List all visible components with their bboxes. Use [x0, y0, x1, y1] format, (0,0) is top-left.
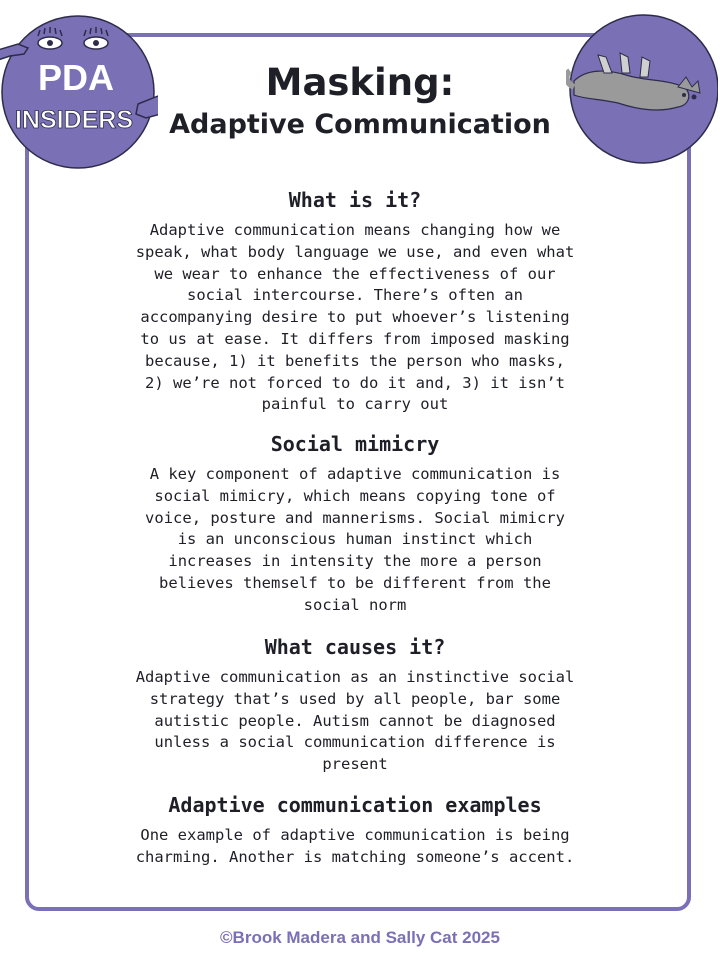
section-line: unless a social communication difference is — [154, 733, 556, 752]
section-heading: What is it? — [288, 188, 422, 212]
cat-badge — [566, 3, 718, 167]
section-line: social mimicry, which means copying tone of — [154, 486, 556, 505]
section-heading: Social mimicry — [270, 432, 440, 456]
section-social-mimicry — [90, 430, 620, 617]
logo-line-1: PDA — [37, 57, 115, 98]
section-line: painful to carry out — [261, 395, 449, 414]
section-line: 2) we’re not forced to do it and, 3) it isn’t — [145, 373, 565, 392]
section-line: Adaptive communication as an instinctive social — [135, 668, 575, 686]
title-block — [150, 60, 570, 144]
section-line: Adaptive communication means changing how we — [149, 221, 561, 239]
section-line: strategy that’s used by all people, bar some — [149, 689, 561, 708]
page-subtitle: Adaptive Communication — [169, 109, 551, 140]
section-heading: Adaptive communication examples — [168, 793, 542, 817]
section-line: increases in intensity the more a person — [168, 552, 542, 571]
section-line: social norm — [303, 595, 407, 614]
section-line: accompanying desire to put whoever’s listening — [140, 308, 570, 327]
section-line: A key component of adaptive communication is — [149, 465, 561, 483]
section-line: speak, what body language we use, and even what — [135, 242, 575, 261]
section-examples — [70, 791, 640, 869]
logo-line-2: INSIDERS — [14, 106, 134, 134]
section-what-is-it — [90, 186, 620, 416]
page-title: Masking: — [265, 61, 455, 104]
copyright-footer: ©Brook Madera and Sally Cat 2025 — [220, 928, 500, 947]
section-line: voice, posture and mannerisms. Social mimicry — [145, 508, 565, 527]
section-line: we wear to enhance the effectiveness of our — [154, 264, 556, 283]
section-line: autistic people. Autism cannot be diagnosed — [154, 711, 556, 730]
section-line: believes themself to be different from the — [159, 573, 551, 592]
section-line: charming. Another is matching someone’s accent. — [135, 847, 575, 866]
section-line: present — [322, 755, 388, 774]
section-line: because, 1) it benefits the person who masks, — [145, 351, 565, 370]
section-heading: What causes it? — [264, 635, 446, 659]
section-line: social intercourse. There’s often an — [187, 286, 523, 305]
section-line: is an unconscious human instinct which — [177, 530, 533, 549]
pda-insiders-logo — [0, 0, 158, 170]
section-what-causes-it — [90, 633, 620, 776]
section-line: One example of adaptive communication is being — [140, 826, 570, 844]
section-line: to us at ease. It differs from imposed masking — [140, 329, 570, 348]
